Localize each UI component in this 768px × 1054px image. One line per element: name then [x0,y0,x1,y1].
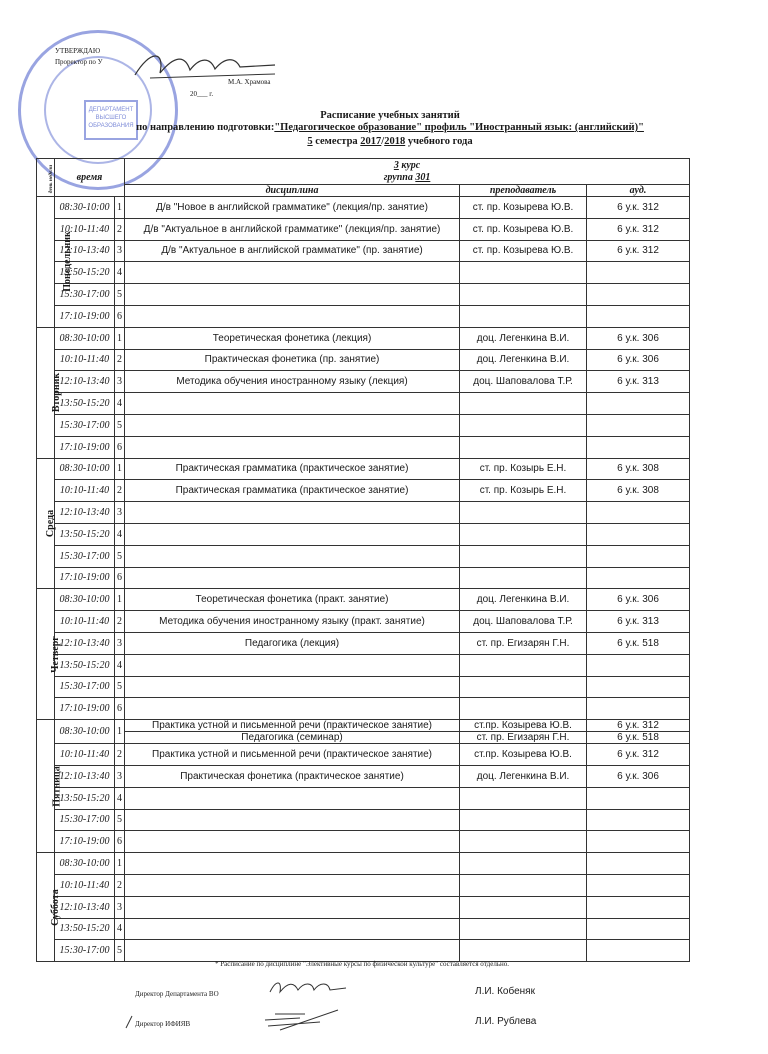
time-cell: 08:30-10:00 [55,327,115,349]
direction-value: "Педагогическое образование" профиль "Иностранный язык: (английский)" [274,122,644,133]
day-name: Вторник [51,373,63,413]
director-vo-signature [268,978,348,998]
teacher-cell [460,502,587,524]
room-cell: 6 у.к. 306 [587,349,690,371]
time-cell: 10:10-11:40 [55,480,115,502]
room-cell [587,896,690,918]
pair-number-cell: 1 [115,720,125,744]
day-name: Понедельник [61,231,73,293]
approval-heading: УТВЕРЖДАЮ [55,47,101,55]
teacher-cell: доц. Легенкина В.И. [460,765,587,787]
pair-number-cell: 4 [115,918,125,940]
teacher-cell: ст. пр. Козырева Ю.В. [460,240,587,262]
table-row [37,567,690,589]
time-cell: 12:10-13:40 [55,632,115,654]
teacher-cell [460,436,587,458]
day-name-cell [37,458,55,589]
room-cell: 6 у.к. 312 [587,197,690,219]
teacher-cell: ст. пр. Козырь Е.Н. [460,480,587,502]
room-text: 6 у.к. 312 [617,720,659,732]
room-cell: 6 у.к. 306 [587,589,690,611]
teacher-cell [460,874,587,896]
time-cell: 10:10-11:40 [55,611,115,633]
teacher-cell [460,809,587,831]
teacher-cell [460,523,587,545]
teacher-cell [460,654,587,676]
day-name-cell [37,720,63,853]
discipline-cell [125,874,460,896]
pair-number-cell: 1 [115,589,125,611]
room-cell: 6 у.к. 308 [587,480,690,502]
director-ifiyav-signature [260,1008,340,1032]
table-row [37,720,690,744]
header-day: день недели [37,159,55,197]
room-cell [587,284,690,306]
teacher-text-secondary: ст. пр. Егизарян Г.Н. [460,731,586,743]
approval-signature [130,45,280,85]
pair-number-cell: 2 [115,480,125,502]
room-cell [587,393,690,415]
table-row [37,918,690,940]
approval-date: 20___ г. [190,90,214,98]
year-end: 2018 [384,136,406,147]
year-suffix: учебного года [407,136,473,147]
teacher-cell: доц. Легенкина В.И. [460,349,587,371]
room-cell [587,698,690,720]
table-row [37,305,690,327]
discipline-text: Практика устной и письменной речи (практическое занятие) [152,720,433,732]
teacher-cell: ст. пр. Козырева Ю.В. [460,197,587,219]
day-name: Четверг [49,635,61,673]
pair-number-cell: 3 [115,896,125,918]
time-cell: 10:10-11:40 [55,744,115,766]
room-cell: 6 у.к. 308 [587,458,690,480]
time-cell: 10:10-11:40 [55,874,115,896]
teacher-cell: ст. пр. Козырь Е.Н. [460,458,587,480]
day-name-cell [37,327,63,458]
teacher-cell: доц. Шаповалова Т.Р. [460,371,587,393]
teacher-cell [460,918,587,940]
header-time: время [55,159,125,197]
discipline-cell: Д/в "Актуальное в английской грамматике" (пр. занятие) [125,240,460,262]
table-row [37,809,690,831]
table-row [37,654,690,676]
teacher-cell [460,787,587,809]
discipline-cell: Д/в "Новое в английской грамматике" (лекция/пр. занятие) [125,197,460,219]
pair-number-cell: 2 [115,744,125,766]
discipline-cell [125,502,460,524]
time-cell: 10:10-11:40 [55,218,115,240]
discipline-cell: Практическая фонетика (пр. занятие) [125,349,460,371]
teacher-cell: ст. пр. Козырева Ю.В. [460,218,587,240]
year-start: 2017 [360,136,382,147]
director-vo-name: Л.И. Кобеняк [475,986,535,997]
room-cell [587,262,690,284]
pair-number-cell: 2 [115,874,125,896]
discipline-cell [125,305,460,327]
table-row [37,940,690,962]
time-cell: 12:10-13:40 [55,765,115,787]
table-row [37,765,690,787]
discipline-cell [125,720,460,744]
room-cell: 6 у.к. 312 [587,744,690,766]
table-row [37,589,690,611]
discipline-cell [125,940,460,962]
group-number: 301 [415,171,431,183]
time-cell: 08:30-10:00 [55,589,115,611]
time-cell: 17:10-19:00 [55,436,115,458]
teacher-cell: доц. Шаповалова Т.Р. [460,611,587,633]
day-name: Среда [45,509,57,538]
header-discipline: дисциплина [125,185,460,197]
teacher-cell [460,262,587,284]
table-row [37,240,690,262]
time-cell: 15:30-17:00 [55,284,115,306]
time-cell: 08:30-10:00 [55,853,115,875]
pair-number-cell: 6 [115,305,125,327]
teacher-cell [460,896,587,918]
time-cell: 13:50-15:20 [55,787,115,809]
discipline-text-secondary: Педагогика (семинар) [125,731,459,743]
teacher-cell [460,545,587,567]
room-cell [587,809,690,831]
table-row [37,831,690,853]
discipline-cell: Педагогика (лекция) [125,632,460,654]
room-cell [587,414,690,436]
time-cell: 13:50-15:20 [55,918,115,940]
discipline-cell [125,853,460,875]
pair-number-cell: 3 [115,765,125,787]
pair-number-cell: 5 [115,284,125,306]
teacher-cell: ст.пр. Козырева Ю.В. [460,744,587,766]
header-room: ауд. [587,185,690,197]
teacher-cell [460,567,587,589]
day-name: Пятница [51,765,63,807]
approval-name: М.А. Храмова [228,78,271,86]
discipline-cell [125,436,460,458]
room-cell: 6 у.к. 306 [587,765,690,787]
day-name-cell [37,853,61,962]
table-row [37,436,690,458]
pair-number-cell: 4 [115,393,125,415]
room-cell [587,436,690,458]
discipline-cell: Практика устной и письменной речи (практическое занятие) [125,744,460,766]
room-cell [587,874,690,896]
table-row [37,502,690,524]
pair-number-cell: 1 [115,458,125,480]
semester-text: семестра [315,136,358,147]
table-row [37,632,690,654]
time-cell: 08:30-10:00 [55,197,115,219]
room-cell: 6 у.к. 306 [587,327,690,349]
teacher-cell: ст. пр. Егизарян Г.Н. [460,632,587,654]
discipline-cell [125,567,460,589]
time-cell: 13:50-15:20 [55,262,115,284]
teacher-cell [460,393,587,415]
day-name-cell [37,589,61,720]
time-cell: 15:30-17:00 [55,676,115,698]
pair-number-cell: 6 [115,436,125,458]
time-cell: 10:10-11:40 [55,349,115,371]
room-cell [587,502,690,524]
pair-number-cell: 4 [115,262,125,284]
room-cell: 6 у.к. 312 [587,218,690,240]
time-cell: 13:50-15:20 [55,523,115,545]
schedule-body [37,197,690,962]
time-cell: 15:30-17:00 [55,414,115,436]
check-mark [124,1014,134,1030]
pair-number-cell: 4 [115,787,125,809]
pair-number-cell: 6 [115,567,125,589]
time-cell: 13:50-15:20 [55,393,115,415]
time-cell: 12:10-13:40 [55,502,115,524]
pair-number-cell: 5 [115,809,125,831]
teacher-cell [460,720,587,744]
pair-number-cell: 3 [115,502,125,524]
discipline-cell: Практическая грамматика (практическое занятие) [125,458,460,480]
table-row [37,698,690,720]
table-row [37,327,690,349]
pair-number-cell: 4 [115,523,125,545]
discipline-cell [125,393,460,415]
pair-number-cell: 1 [115,327,125,349]
discipline-cell: Д/в "Актуальное в английской грамматике" (лекция/пр. занятие) [125,218,460,240]
day-name-cell [37,197,73,328]
discipline-cell [125,414,460,436]
table-row [37,458,690,480]
discipline-cell: Практическая грамматика (практическое занятие) [125,480,460,502]
room-cell: 6 у.к. 313 [587,371,690,393]
table-row [37,371,690,393]
discipline-cell [125,284,460,306]
discipline-cell [125,831,460,853]
room-cell [587,918,690,940]
room-cell [587,787,690,809]
room-cell [587,831,690,853]
discipline-cell [125,676,460,698]
room-text-secondary: 6 у.к. 518 [587,731,689,743]
table-row [37,874,690,896]
teacher-cell: доц. Легенкина В.И. [460,589,587,611]
room-cell [587,853,690,875]
teacher-cell [460,853,587,875]
approval-position: Проректор по У [55,58,103,66]
room-cell [587,940,690,962]
time-cell: 17:10-19:00 [55,831,115,853]
room-cell: 6 у.к. 518 [587,632,690,654]
pair-number-cell: 5 [115,545,125,567]
room-cell [587,720,690,744]
pair-number-cell: 4 [115,654,125,676]
room-cell [587,545,690,567]
semester-line: 5 семестра 2017/2018 учебного года [307,136,473,147]
time-cell: 12:10-13:40 [55,371,115,393]
discipline-cell [125,809,460,831]
footnote: * Расписание по дисциплине "Элективные курсы по физической культуре" составляется отдельно. [215,960,510,968]
table-row [37,896,690,918]
table-row [37,480,690,502]
discipline-cell [125,896,460,918]
time-cell: 17:10-19:00 [55,305,115,327]
discipline-cell [125,918,460,940]
time-cell: 17:10-19:00 [55,698,115,720]
pair-number-cell: 5 [115,414,125,436]
direction-line [60,122,720,133]
group-label: группа [383,171,413,183]
table-row [37,414,690,436]
semester-number: 5 [307,136,313,147]
schedule-table [36,158,690,962]
teacher-cell [460,284,587,306]
teacher-cell [460,940,587,962]
time-cell: 15:30-17:00 [55,940,115,962]
time-cell: 15:30-17:00 [55,545,115,567]
room-cell: 6 у.к. 313 [587,611,690,633]
discipline-cell: Теоретическая фонетика (лекция) [125,327,460,349]
table-row [37,676,690,698]
room-cell [587,676,690,698]
time-cell: 13:50-15:20 [55,654,115,676]
page-title: Расписание учебных занятий [320,110,460,121]
discipline-cell [125,262,460,284]
discipline-cell: Методика обучения иностранному языку (лекция) [125,371,460,393]
time-cell: 08:30-10:00 [55,720,115,744]
teacher-text: ст.пр. Козырева Ю.В. [474,720,572,732]
time-cell: 08:30-10:00 [55,458,115,480]
table-row [37,744,690,766]
discipline-cell [125,787,460,809]
pair-number-cell: 1 [115,853,125,875]
course-number: 3 [393,159,399,171]
table-row [37,197,690,219]
table-row [37,393,690,415]
table-row [37,349,690,371]
pair-number-cell: 3 [115,240,125,262]
approval-block [55,46,103,68]
course-group-header [125,159,690,185]
table-row [37,853,690,875]
pair-number-cell: 1 [115,197,125,219]
pair-number-cell: 2 [115,349,125,371]
director-vo-title: Директор Департамента ВО [135,990,219,998]
teacher-cell [460,698,587,720]
discipline-cell: Теоретическая фонетика (практ. занятие) [125,589,460,611]
teacher-cell [460,414,587,436]
pair-number-cell: 3 [115,371,125,393]
header-teacher: преподаватель [460,185,587,197]
director-ifiyav-title: Директор ИФИЯВ [135,1020,191,1028]
time-cell: 12:10-13:40 [55,896,115,918]
pair-number-cell: 3 [115,632,125,654]
room-cell [587,654,690,676]
discipline-cell [125,698,460,720]
room-cell [587,305,690,327]
room-cell [587,567,690,589]
discipline-cell [125,545,460,567]
stamp-text: ДЕПАРТАМЕНТ ВЫСШЕГО ОБРАЗОВАНИЯ [88,107,134,129]
pair-number-cell: 5 [115,676,125,698]
pair-number-cell: 6 [115,698,125,720]
day-name: Суббота [49,888,61,926]
table-row [37,262,690,284]
room-cell: 6 у.к. 312 [587,240,690,262]
teacher-cell [460,305,587,327]
discipline-cell: Практическая фонетика (практическое занятие) [125,765,460,787]
table-row [37,523,690,545]
table-row [37,545,690,567]
table-row [37,218,690,240]
pair-number-cell: 5 [115,940,125,962]
discipline-cell [125,654,460,676]
table-row [37,284,690,306]
teacher-cell: доц. Легенкина В.И. [460,327,587,349]
room-cell [587,523,690,545]
course-label: курс [401,159,421,171]
time-cell: 17:10-19:00 [55,567,115,589]
pair-number-cell: 2 [115,218,125,240]
table-row [37,611,690,633]
table-row [37,787,690,809]
pair-number-cell: 2 [115,611,125,633]
discipline-cell: Методика обучения иностранному языку (практ. занятие) [125,611,460,633]
time-cell: 15:30-17:00 [55,809,115,831]
time-cell: 12:10-13:40 [55,240,115,262]
director-ifiyav-name: Л.И. Рублева [475,1016,537,1027]
teacher-cell [460,676,587,698]
teacher-cell [460,831,587,853]
discipline-cell [125,523,460,545]
direction-prefix: по направлению подготовки: [136,122,275,133]
pair-number-cell: 6 [115,831,125,853]
